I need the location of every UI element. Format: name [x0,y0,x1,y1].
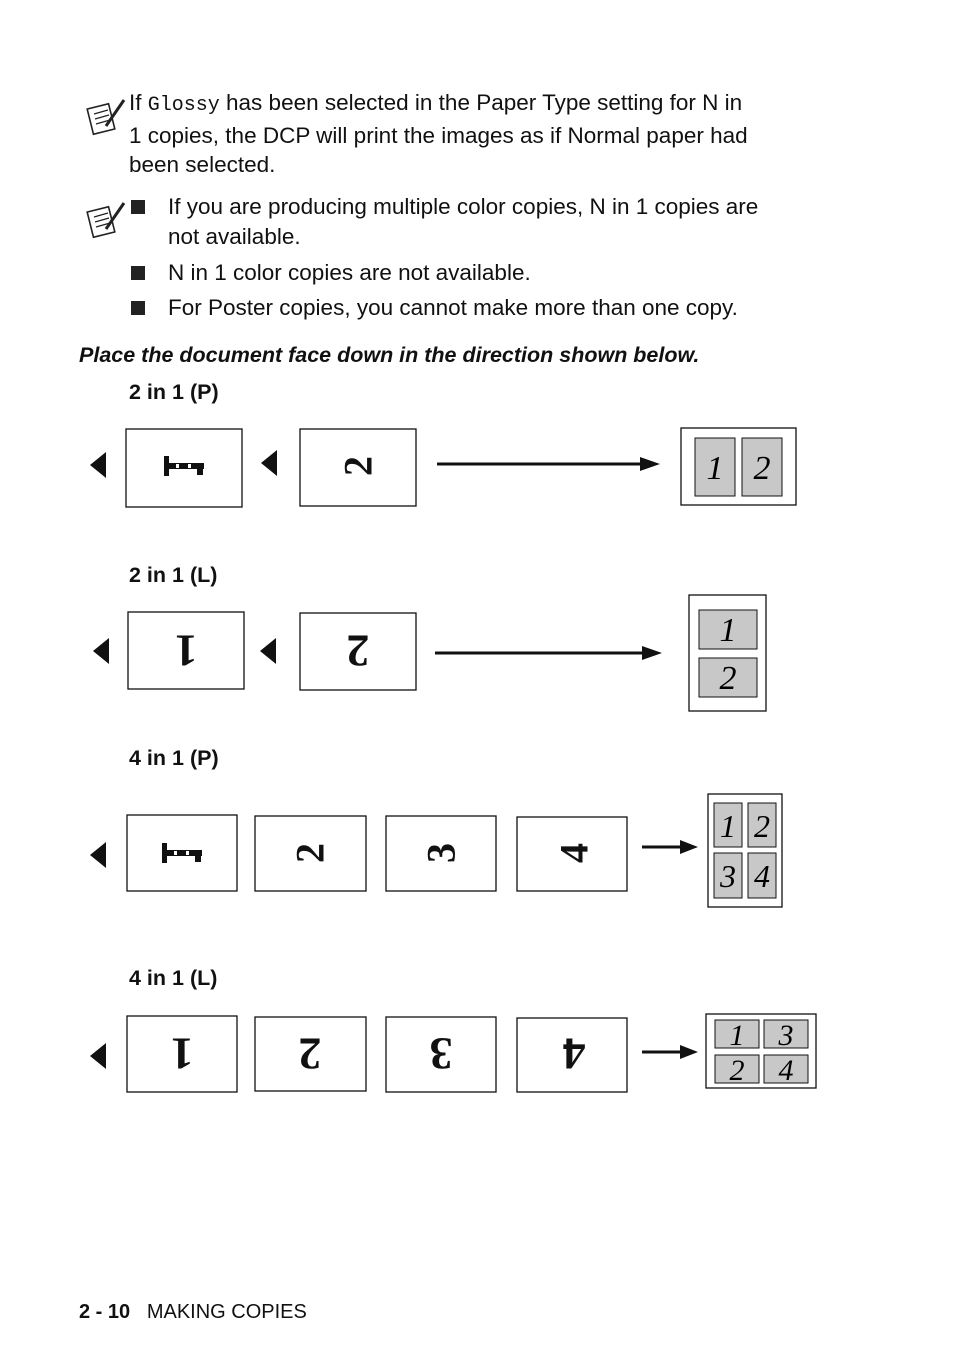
feed-direction-arrow-icon [261,450,277,476]
bullet-1-line1: If you are producing multiple color copies, N in 1 copies are [168,194,759,219]
result-number: 2 [754,808,770,844]
result-number: 1 [729,1019,745,1052]
feed-direction-arrow-icon [260,638,276,664]
bullet-1-line2: not available. [168,223,301,249]
instruction-heading: Place the document face down in the direction shown below. [79,343,700,367]
section-label-4in1-l: 4 in 1 (L) [129,966,218,990]
rotated-2-icon: 2 [346,625,370,677]
section-label-4in1-p: 4 in 1 (P) [129,746,219,770]
diagram-4in1-p [90,794,782,907]
process-arrow-head-icon [680,1045,698,1059]
rotated-2-icon: 2 [287,843,333,863]
rotated-3-icon: 3 [429,1028,453,1080]
feed-direction-arrow-icon [93,638,109,664]
result-number: 2 [729,1054,745,1087]
result-number: 2 [753,450,771,487]
note1-line1-pre: If [129,90,148,115]
note1-line2: 1 copies, the DCP will print the images as if Normal paper had [129,122,748,148]
result-number: 3 [778,1019,794,1052]
section-label-2in1-l: 2 in 1 (L) [129,563,218,587]
result-number: 4 [754,858,770,894]
chapter-title: MAKING COPIES [146,1301,307,1323]
rotated-4-icon: 4 [551,843,597,863]
process-arrow-head-icon [680,840,698,854]
rotated-2-icon: 2 [298,1028,322,1080]
feed-direction-arrow-icon [90,1043,106,1069]
result-number: 1 [720,808,736,844]
rotated-1-icon: 1 [170,1028,194,1080]
process-arrow-head-icon [640,457,660,471]
result-number: 3 [720,858,736,894]
page-number: 2 - 10 [79,1301,131,1323]
rotated-2-icon: 2 [335,456,381,476]
result-number: 2 [719,660,737,697]
rotated-1-icon: 1 [174,625,198,677]
bullet-item-3: For Poster copies, you cannot make more than one copy. [168,295,738,320]
rotated-4-icon: 4 [562,1028,586,1080]
rotated-3-icon: 3 [418,843,464,863]
feed-direction-arrow-icon [90,842,106,868]
glossy-setting-code: Glossy [147,94,220,117]
section-label-2in1-p: 2 in 1 (P) [129,380,219,404]
diagram-2in1-l [93,595,766,711]
result-number: 1 [706,450,724,487]
result-number: 1 [719,612,737,649]
feed-direction-arrow-icon [90,452,106,478]
process-arrow-head-icon [642,646,662,660]
page-footer [79,1301,307,1324]
diagram-4in1-l [90,1014,816,1092]
diagram-2in1-p [90,428,796,507]
result-number: 4 [778,1054,794,1087]
note1-line1-post: has been selected in the Paper Type setting for N in [219,90,743,115]
note1-line3: been selected. [129,152,276,177]
bullet-item-2: N in 1 color copies are not available. [168,260,531,285]
